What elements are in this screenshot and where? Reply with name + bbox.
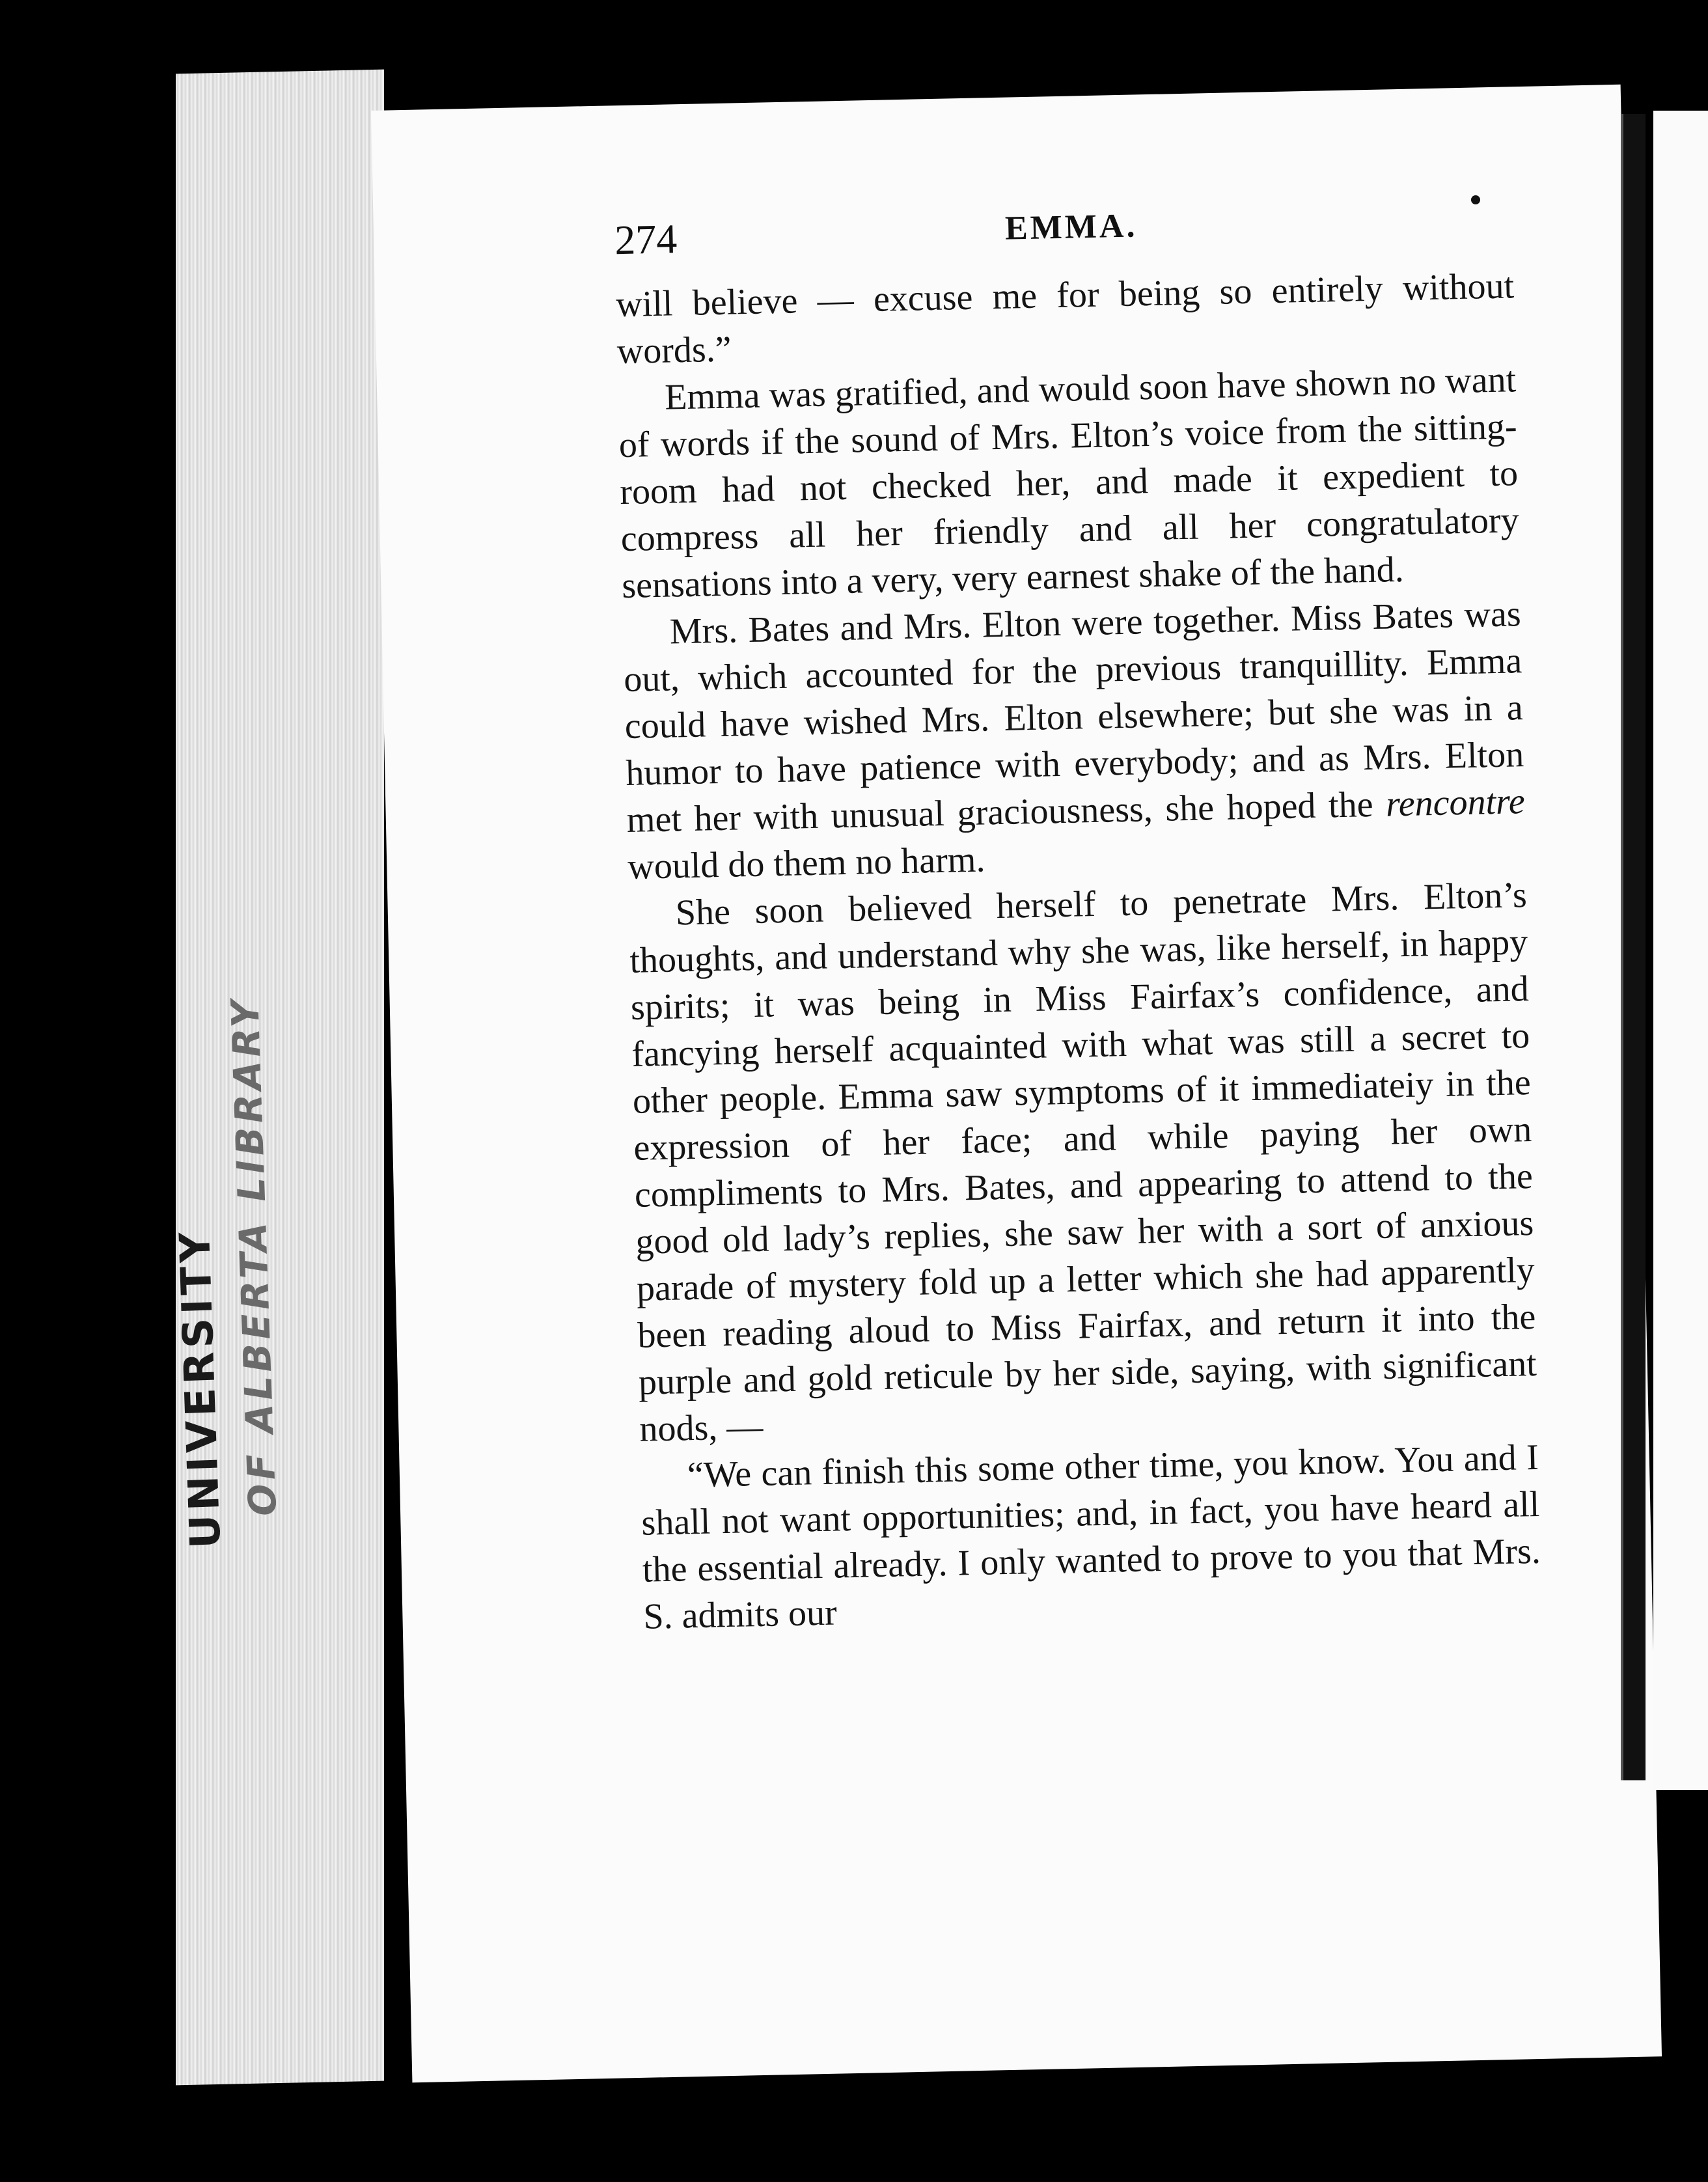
stamp-line-library: OF ALBERTA LIBRARY bbox=[223, 995, 285, 1517]
ink-dot bbox=[1471, 195, 1480, 204]
facing-page-gutter bbox=[1621, 114, 1646, 1780]
running-head: EMMA. bbox=[1004, 207, 1138, 247]
italic-word: rencontre bbox=[1385, 781, 1526, 825]
paragraph: will believe — excuse me for being so entirely without words.” bbox=[615, 266, 1515, 372]
stamp-line-university: UNIVERSITY bbox=[171, 1227, 230, 1549]
paragraph: Emma was gratified, and would soon have shown no want of words if the sound of Mrs. Elton’s voice from the sitting-room had not checked her, and made it expedient to compress all her friendly and all her congratulatory sensations into a very, very earnest shake of the hand. bbox=[618, 359, 1520, 607]
facing-page-sliver bbox=[1653, 111, 1708, 1790]
paragraph-text: Mrs. Bates and Mrs. Elton were together. Miss Bates was out, which accounted for the previous tranquillity. Emma could have wished Mrs. Elton elsewhere; but she was in a humor to have patience with everybody; and as Mrs. Elton met her with unusual graciousness, she hoped the bbox=[623, 594, 1524, 841]
paragraph-text: would do them no harm. bbox=[627, 839, 985, 887]
paragraph: She soon believed herself to penetrate Mrs. Elton’s thoughts, and understand why she was, like herself, in happy spirits; it was being in Miss Fairfax’s confidence, and fancying herself acquainted with what was still a secret to other people. Emma saw symptoms of it immediateiy in the expression of her face; and while paying her own compliments to Mrs. Bates, and appearing to attend to the good old lady’s replies, she saw her with a sort of anxious parade of mystery fold up a letter which she had apparently been reading aloud to Miss Fairfax, and return it into the purple and gold reticule by her side, saying, with significant nods, — bbox=[629, 875, 1537, 1450]
page-body bbox=[616, 262, 1542, 1640]
page-header bbox=[614, 197, 1526, 275]
page-number: 274 bbox=[614, 215, 678, 264]
paragraph bbox=[622, 590, 1526, 891]
library-stamp bbox=[156, 976, 325, 1562]
paragraph: “We can finish this some other time, you know. You and I shall not want opportunities; and, in fact, you have heard all the essential already. I only wanted to prove to you that Mrs. S. admits our bbox=[640, 1437, 1541, 1637]
book-page bbox=[371, 85, 1662, 2083]
